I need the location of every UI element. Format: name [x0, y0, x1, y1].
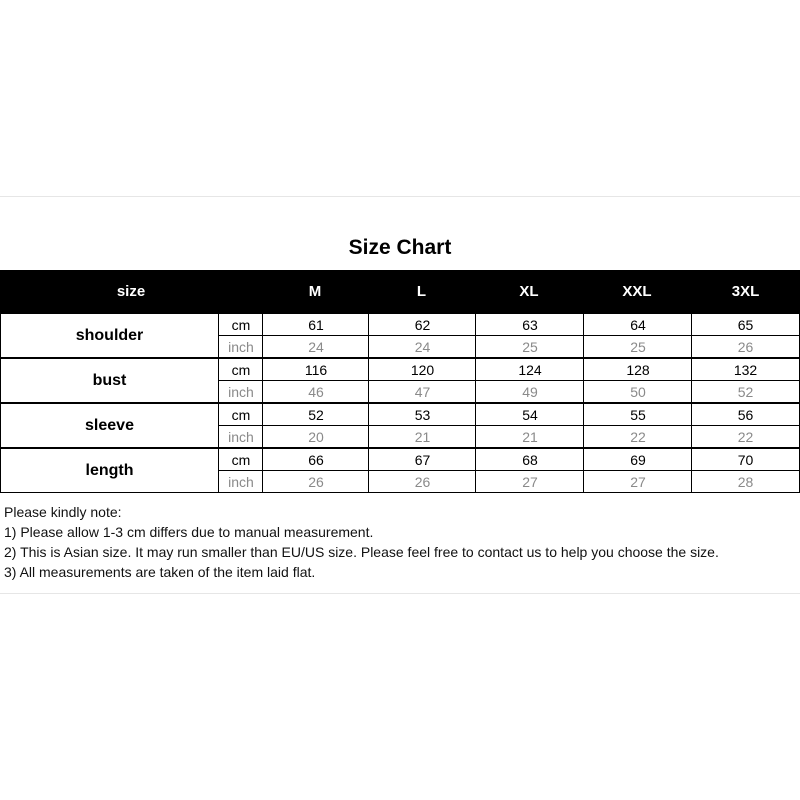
- table-row: [0, 448, 800, 493]
- page-title: Size Chart: [348, 236, 452, 259]
- cell-value: 25: [583, 335, 692, 358]
- header-size-xxl: XXL: [622, 283, 652, 300]
- cell-value: 53: [368, 403, 476, 426]
- cell-value: 69: [583, 448, 692, 471]
- row-label: shoulder: [0, 313, 218, 358]
- note-item: 1) Please allow 1-3 cm differs due to manual measurement.: [4, 524, 374, 540]
- cell-value: 124: [475, 358, 584, 381]
- cell-value: 56: [691, 403, 800, 426]
- row-label: length: [0, 448, 218, 493]
- header-size-l: L: [416, 283, 427, 300]
- notes-heading: Please kindly note:: [4, 504, 122, 520]
- cell-value: 22: [691, 425, 800, 448]
- cell-value: 49: [475, 380, 584, 403]
- unit-inch: inch: [218, 425, 263, 448]
- cell-value: 62: [368, 313, 476, 336]
- unit-inch: inch: [218, 470, 263, 493]
- cell-value: 24: [262, 335, 369, 358]
- cell-value: 20: [262, 425, 369, 448]
- row-label: bust: [0, 358, 218, 403]
- cell-value: 61: [262, 313, 369, 336]
- cell-value: 21: [475, 425, 584, 448]
- table-row: [0, 403, 800, 448]
- unit-cm: cm: [218, 403, 263, 426]
- cell-value: 27: [583, 470, 692, 493]
- unit-inch: inch: [218, 380, 263, 403]
- cell-value: 24: [368, 335, 476, 358]
- cell-value: 116: [262, 358, 369, 381]
- header-size-label: size: [116, 283, 146, 300]
- unit-cm: cm: [218, 313, 263, 336]
- cell-value: 67: [368, 448, 476, 471]
- cell-value: 55: [583, 403, 692, 426]
- header-size-m: M: [308, 283, 322, 300]
- unit-cm: cm: [218, 358, 263, 381]
- cell-value: 26: [368, 470, 476, 493]
- cell-value: 64: [583, 313, 692, 336]
- cell-value: 128: [583, 358, 692, 381]
- table-header: [0, 270, 800, 313]
- cell-value: 120: [368, 358, 476, 381]
- cell-value: 26: [691, 335, 800, 358]
- cell-value: 68: [475, 448, 584, 471]
- cell-value: 132: [691, 358, 800, 381]
- note-item: 2) This is Asian size. It may run smaller than EU/US size. Please feel free to contact us to help you choose the size.: [4, 544, 719, 560]
- cell-value: 70: [691, 448, 800, 471]
- cell-value: 50: [583, 380, 692, 403]
- cell-value: 63: [475, 313, 584, 336]
- cell-value: 46: [262, 380, 369, 403]
- cell-value: 52: [262, 403, 369, 426]
- cell-value: 22: [583, 425, 692, 448]
- header-size-xl: XL: [519, 283, 539, 300]
- cell-value: 28: [691, 470, 800, 493]
- row-label: sleeve: [0, 403, 218, 448]
- unit-inch: inch: [218, 335, 263, 358]
- notes-section: [4, 502, 719, 582]
- cell-value: 25: [475, 335, 584, 358]
- cell-value: 27: [475, 470, 584, 493]
- unit-cm: cm: [218, 448, 263, 471]
- cell-value: 54: [475, 403, 584, 426]
- table-row: [0, 313, 800, 358]
- note-item: 3) All measurements are taken of the item laid flat.: [4, 564, 316, 580]
- table-row: [0, 358, 800, 403]
- cell-value: 21: [368, 425, 476, 448]
- cell-value: 47: [368, 380, 476, 403]
- cell-value: 65: [691, 313, 800, 336]
- cell-value: 66: [262, 448, 369, 471]
- cell-value: 26: [262, 470, 369, 493]
- header-size-3xl: 3XL: [731, 283, 760, 300]
- cell-value: 52: [691, 380, 800, 403]
